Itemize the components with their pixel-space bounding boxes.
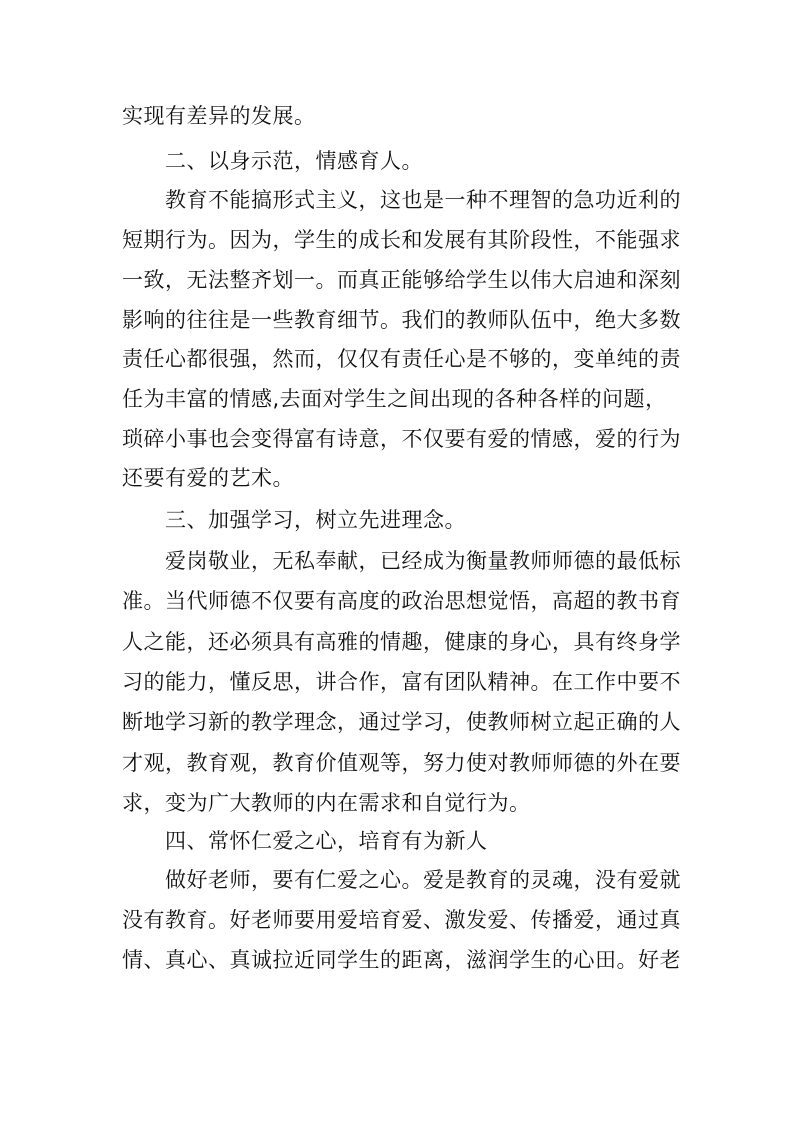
section-heading: 四、常怀仁爱之心，培育有为新人 xyxy=(165,829,488,853)
paragraph-line: 影响的往往是一些教育细节。我们的教师队伍中，绝大多数 xyxy=(122,308,681,332)
section-heading: 三、加强学习，树立先进理念。 xyxy=(165,508,466,532)
paragraph-line: 琐碎小事也会变得富有诗意，不仅要有爱的情感，爱的行为 xyxy=(122,427,681,451)
paragraph-line: 没有教育。好老师要用爱培育爱、激发爱、传播爱，通过真 xyxy=(122,908,681,932)
paragraph-line: 才观，教育观，教育价值观等，努力使对教师师德的外在要 xyxy=(122,751,681,775)
paragraph-line: 爱岗敬业，无私奉献，已经成为衡量教师师德的最低标 xyxy=(165,549,681,573)
paragraph-line: 任为丰富的情感,去面对学生之间出现的各种各样的问题， xyxy=(122,387,667,411)
paragraph-line: 责任心都很强，然而，仅仅有责任心是不够的，变单纯的责 xyxy=(122,347,681,371)
paragraph-line: 短期行为。因为，学生的成长和发展有其阶段性，不能强求 xyxy=(122,228,681,252)
paragraph-line: 做好老师，要有仁爱之心。爱是教育的灵魂，没有爱就 xyxy=(165,868,681,892)
section-heading: 二、以身示范，情感育人。 xyxy=(165,149,423,173)
paragraph-line: 准。当代师德不仅要有高度的政治思想觉悟，高超的教书育 xyxy=(122,589,681,613)
paragraph-line: 教育不能搞形式主义，这也是一种不理智的急功近利的 xyxy=(165,188,681,212)
paragraph-line: 一致，无法整齐划一。而真正能够给学生以伟大启迪和深刻 xyxy=(122,268,681,292)
paragraph-line: 还要有爱的艺术。 xyxy=(122,466,294,490)
paragraph-line: 人之能，还必须具有高雅的情趣，健康的身心，具有终身学 xyxy=(122,630,681,654)
paragraph-line: 断地学习新的教学理念，通过学习，使教师树立起正确的人 xyxy=(122,710,681,734)
paragraph-line: 求，变为广大教师的内在需求和自觉行为。 xyxy=(122,791,531,815)
paragraph-line: 情、真心、真诚拉近同学生的距离，滋润学生的心田。好老 xyxy=(122,948,681,972)
paragraph-line: 实现有差异的发展。 xyxy=(122,104,316,128)
paragraph-line: 习的能力，懂反思，讲合作，富有团队精神。在工作中要不 xyxy=(122,670,681,694)
